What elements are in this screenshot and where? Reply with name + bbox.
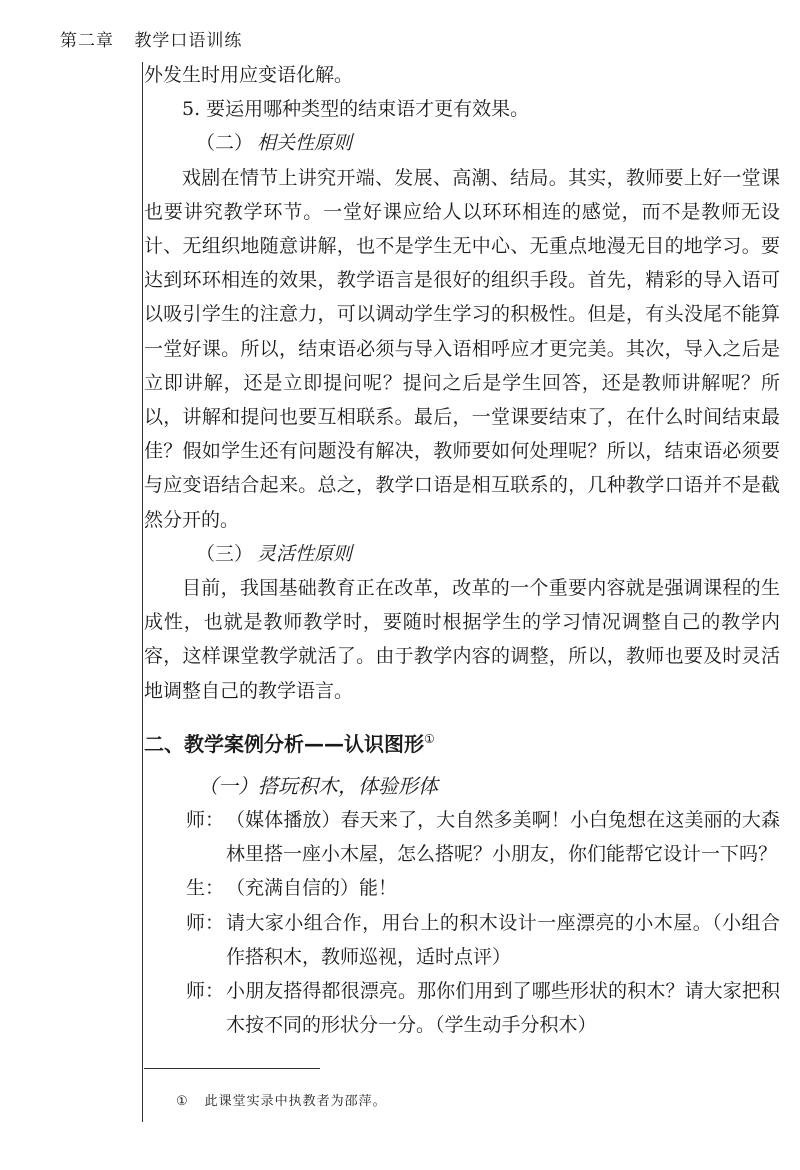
subheading-number: （一）	[198, 773, 258, 798]
dialogue-text: 小朋友搭得都很漂亮。那你们用到了哪些形状的积木？请大家把积木按不同的形状分一分。（学生动手分积木）	[226, 980, 780, 1037]
subheading-relevance	[144, 126, 780, 160]
dialogue-text: 请大家小组合作，用台上的积木设计一座漂亮的小木屋。（小组合作搭积木，教师巡视，适时点评）	[226, 911, 780, 968]
chapter-title: 教学口语训练	[134, 31, 243, 51]
dialogue-line	[144, 871, 780, 905]
dialogue-line	[144, 974, 780, 1042]
section-heading-case-analysis	[144, 722, 780, 761]
dialogue-text: （媒体播放）春天来了，大自然多美啊！小白兔想在这美丽的大森林里搭一座小木屋，怎么搭呢？小朋友，你们能帮它设计一下吗？	[226, 809, 780, 866]
subheading-number: （二）	[196, 132, 254, 155]
subheading-title: 相关性原则	[257, 132, 353, 155]
dialogue-speaker: 师：	[186, 911, 225, 934]
dialogue-line	[144, 906, 780, 974]
paragraph-continuation: 外发生时用应变语化解。	[144, 64, 354, 86]
classroom-dialogue	[144, 803, 780, 1042]
chapter-number: 第二章	[60, 31, 114, 51]
footnote-reference[interactable]: ①	[424, 731, 435, 746]
subheading-title: 搭玩积木，体验形体	[258, 773, 438, 798]
subheading-number: （三）	[196, 542, 254, 565]
running-header	[60, 26, 242, 51]
dialogue-text: （充满自信的）能！	[226, 877, 398, 900]
page-body	[144, 58, 780, 1042]
dialogue-speaker: 师：	[186, 809, 225, 832]
section-title: 二、教学案例分析——认识图形	[144, 731, 424, 756]
margin-rule	[142, 62, 143, 1122]
paragraph-flexibility: 目前，我国基础教育正在改革，改革的一个重要内容就是强调课程的生成性，也就是教师教学时，要随时根据学生的学习情况调整自己的教学内容，这样课堂教学就活了。由于教学内容的调整，所以，教师也要及时灵活地调整自己的教学语言。	[144, 577, 780, 702]
list-item-5: 5. 要运用哪种类型的结束语才更有效果。	[182, 98, 530, 121]
subheading-building-blocks	[144, 769, 780, 803]
footnote-mark: ①	[176, 1094, 189, 1109]
footnote-text: 此课堂实录中执教者为邵萍。	[204, 1094, 387, 1109]
footnote	[176, 1090, 387, 1109]
dialogue-line	[144, 803, 780, 871]
subheading-title: 灵活性原则	[257, 542, 353, 565]
dialogue-speaker: 生：	[186, 877, 225, 900]
dialogue-speaker: 师：	[186, 980, 225, 1003]
paragraph-relevance: 戏剧在情节上讲究开端、发展、高潮、结局。其实，教师要上好一堂课也要讲究教学环节。一堂好课应给人以环环相连的感觉，而不是教师无设计、无组织地随意讲解，也不是学生无中心、无重点地漫无目的地学习。要达到环环相连的效果，教学语言是很好的组织手段。首先，精彩的导入语可以吸引学生的注意力，可以调动学生学习的积极性。但是，有头没尾不能算一堂好课。所以，结束语必须与导入语相呼应才更完美。其次，导入之后是立即讲解，还是立即提问呢？提问之后是学生回答，还是教师讲解呢？所以，讲解和提问也要互相联系。最后，一堂课要结束了，在什么时间结束最佳？假如学生还有问题没有解决，教师要如何处理呢？所以，结束语必须要与应变语结合起来。总之，教学口语是相互联系的，几种教学口语并不是截然分开的。	[144, 166, 780, 531]
subheading-flexibility	[144, 537, 780, 571]
footnote-divider	[144, 1068, 320, 1069]
